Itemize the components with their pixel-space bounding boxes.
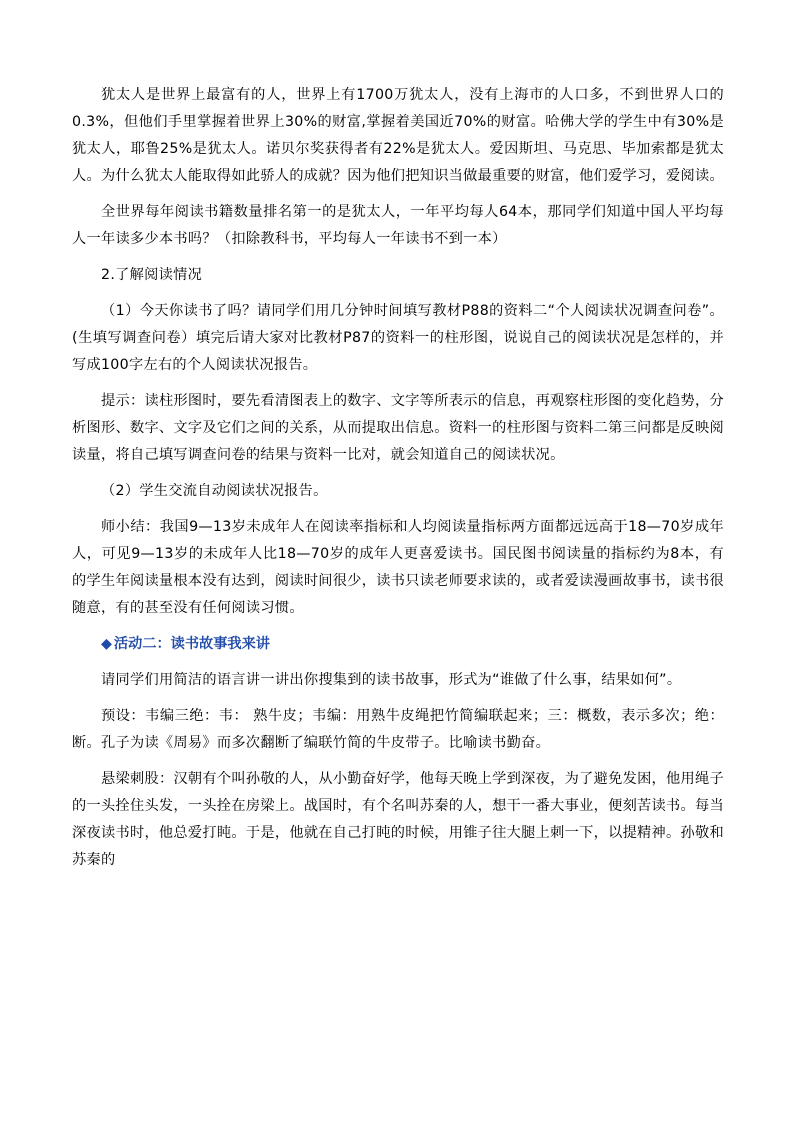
paragraph-weibiansanjue: 预设：韦编三绝：韦： 熟牛皮；韦编：用熟牛皮绳把竹简编联起来；三：概数，表示多次；绝：断。孔子为读《周易》而多次翻断了编联竹简的牛皮带子。比喻读书勤奋。	[72, 708, 724, 751]
section-title-reading-status: 2.了解阅读情况	[101, 267, 203, 283]
diamond-bullet-icon: ◆	[101, 636, 112, 652]
paragraph-survey-task: （1）今天你读书了吗？请同学们用几分钟时间填写教材P88的资料二“个人阅读状况调查问卷”。(生填写调查问卷）填完后请大家对比教材P87的资料一的柱形图，说说自己的阅读状况是怎样的，并写成100字左右的个人阅读状况报告。	[72, 303, 724, 373]
paragraph-reading-statistics: 全世界每年阅读书籍数量排名第一的是犹太人，一年平均每人64本，那同学们知道中国人平均每人一年读多少本书吗？（扣除教科书，平均每人一年读书不到一本）	[72, 204, 724, 247]
activity-two-heading	[72, 631, 724, 658]
paragraph-jewish-wealth: 犹太人是世界上最富有的人，世界上有1700万犹太人，没有上海市的人口多，不到世界人口的0.3%，但他们手里掌握着世界上30%的财富,掌握着美国近70%的财富。哈佛大学的学生中有30%是犹太人，耶鲁25%是犹太人。诺贝尔奖获得者有22%是犹太人。爱因斯坦、马克思、毕加索都是犹太人。为什么犹太人能取得如此骄人的成就？因为他们把知识当做最重要的财富，他们爱学习，爱阅读。	[72, 87, 724, 184]
paragraph-chart-hint: 提示：读柱形图时，要先看清图表上的数字、文字等所表示的信息，再观察柱形图的变化趋势，分析图形、数字、文字及它们之间的关系，从而提取出信息。资料一的柱形图与资料二第三问都是反映阅读量，将自己填写调查问卷的结果与资料一比对，就会知道自己的阅读状况。	[72, 393, 724, 463]
paragraph-story-instruction: 请同学们用简洁的语言讲一讲出你搜集到的读书故事，形式为“谁做了什么事，结果如何”。	[101, 672, 682, 688]
paragraph-report-exchange: （2）学生交流自动阅读状况报告。	[101, 483, 328, 499]
document-page	[72, 82, 724, 874]
activity-two-title: 活动二：读书故事我来讲	[113, 636, 270, 652]
paragraph-teacher-summary: 师小结：我国9—13岁未成年人在阅读率指标和人均阅读量指标两方面都远远高于18—70岁成年人，可见9—13岁的未成年人比18—70岁的成年人更喜爱读书。国民图书阅读量的指标约为8本，有的学生年阅读量根本没有达到，阅读时间很少，读书只读老师要求读的，或者爱读漫画故事书，读书很随意，有的甚至没有任何阅读习惯。	[72, 519, 724, 616]
paragraph-xuanliangcigu: 悬梁刺股：汉朝有个叫孙敬的人，从小勤奋好学，他每天晚上学到深夜，为了避免发困，他用绳子的一头拴住头发，一头拴在房梁上。战国时，有个名叫苏秦的人，想干一番大事业，便刻苦读书。每当深夜读书时，他总爱打盹。于是，他就在自己打盹的时候，用锥子往大腿上刺一下，以提精神。孙敬和苏秦的	[72, 771, 724, 868]
